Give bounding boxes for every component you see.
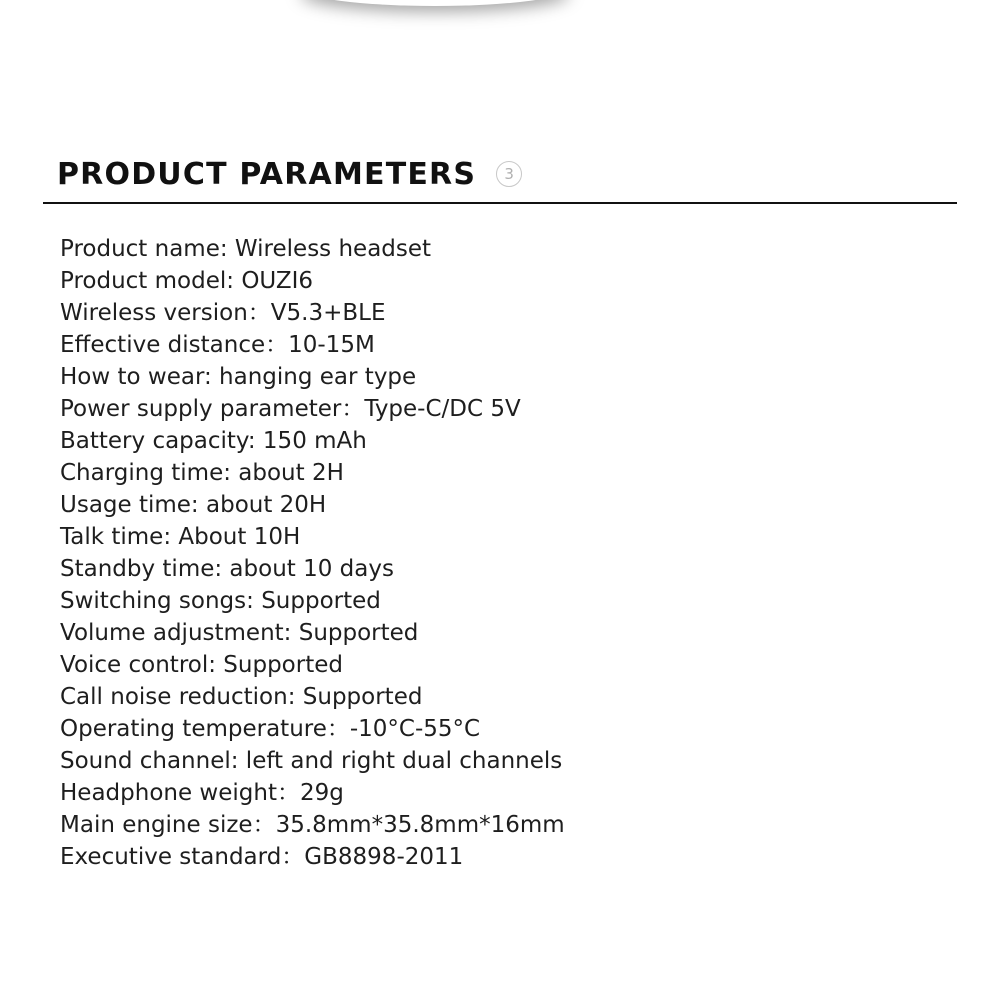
parameter-switching-songs: Switching songs: Supported [60, 588, 381, 614]
parameter-wireless-version: Wireless version：V5.3+BLE [60, 300, 386, 326]
product-image-shadow [300, 0, 570, 6]
parameter-how-to-wear: How to wear: hanging ear type [60, 364, 417, 390]
parameter-voice-control: Voice control: Supported [60, 652, 343, 678]
parameter-battery-capacity: Battery capacity: 150 mAh [60, 428, 367, 454]
section-header [57, 152, 522, 196]
parameter-headphone-weight: Headphone weight：29g [60, 780, 344, 806]
parameter-usage-time: Usage time: about 20H [60, 492, 327, 518]
parameter-call-noise-reduction: Call noise reduction: Supported [60, 684, 423, 710]
parameter-product-name: Product name: Wireless headset [60, 236, 432, 262]
parameter-list [60, 233, 565, 873]
parameter-talk-time: Talk time: About 10H [60, 524, 301, 550]
parameter-effective-distance: Effective distance：10-15M [60, 332, 375, 358]
parameter-sound-channel: Sound channel: left and right dual channels [60, 748, 563, 774]
parameter-operating-temperature: Operating temperature：-10°C-55°C [60, 716, 481, 742]
parameter-charging-time: Charging time: about 2H [60, 460, 344, 486]
section-title: PRODUCT PARAMETERS [57, 156, 477, 192]
parameter-power-supply: Power supply parameter：Type-C/DC 5V [60, 396, 521, 422]
parameter-volume-adjustment: Volume adjustment: Supported [60, 620, 419, 646]
parameter-product-model: Product model: OUZI6 [60, 268, 314, 294]
section-number-badge: 3 [496, 161, 522, 187]
parameter-standby-time: Standby time: about 10 days [60, 556, 394, 582]
parameter-executive-standard: Executive standard：GB8898-2011 [60, 844, 464, 870]
parameter-main-engine-size: Main engine size：35.8mm*35.8mm*16mm [60, 812, 565, 838]
header-divider [43, 202, 957, 204]
